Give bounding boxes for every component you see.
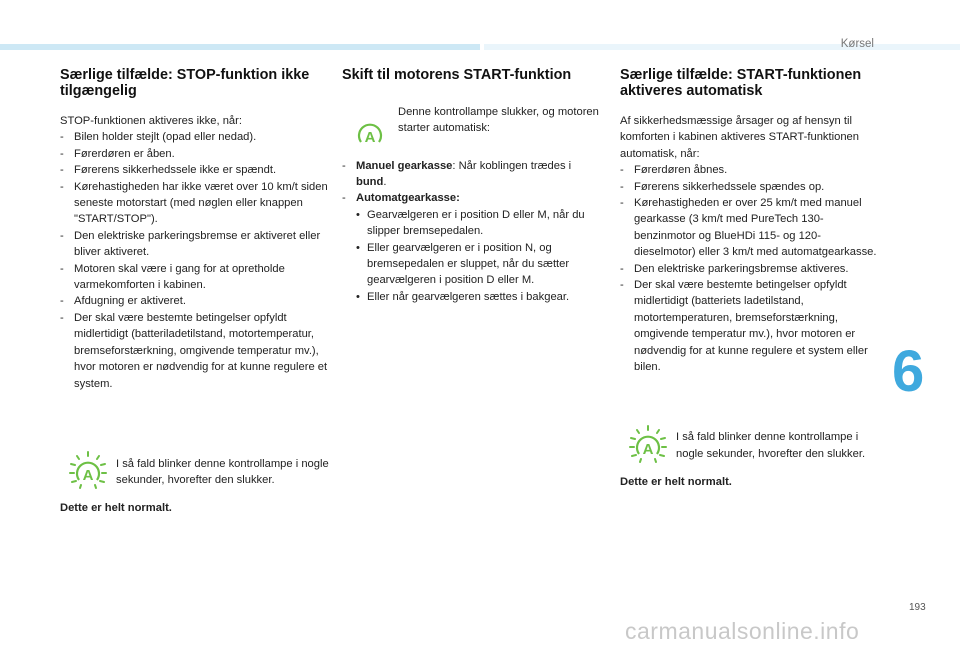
col1-intro: STOP-funktionen aktiveres ikke, når: (60, 115, 242, 127)
page-number: 193 (909, 602, 926, 613)
col3-title: Særlige tilfælde: START-funktionen aktiveres automatisk (620, 67, 862, 99)
stop-start-lamp-icon (342, 104, 398, 152)
col1-lamp-text: I så fald blinker denne kontrollampe i nogle sekunder, hvorefter den slukker. (116, 457, 329, 486)
chapter-number: 6 (892, 339, 925, 404)
col3-intro: Af sikkerhedsmæssige årsager og af hensyn til komforten i kabinen aktiveres START-funktionen automatisk, når: (620, 115, 859, 160)
sub-list-item: • Eller når gearvælgeren sættes i bakgear. (356, 290, 570, 303)
header-bar (0, 44, 480, 50)
list-item: - Den elektriske parkeringsbremse aktiveres. (620, 262, 849, 275)
column-start-function (342, 68, 604, 305)
svg-text:A: A (82, 466, 94, 484)
sub-list-item: • Gearvælgeren er i position D eller M, når du slipper bremsepedalen. (356, 208, 585, 238)
col1-title: Særlige tilfælde: STOP-funktion ikke tilgængelig (60, 67, 310, 99)
watermark: carmanualsonline.info (625, 618, 860, 644)
header-bar-right (484, 44, 960, 50)
stop-start-blinking-lamp-icon (620, 422, 676, 470)
list-item: - Bilen holder stejlt (opad eller nedad). (60, 131, 257, 144)
stop-start-blinking-lamp-icon (60, 448, 116, 496)
list-item: - Førerens sikkerhedssele ikke er spændt. (60, 164, 277, 177)
warning-lamp-note (620, 422, 882, 470)
col3-lamp-text: I så fald blinker denne kontrollampe i nogle sekunder, hvorefter den slukker. (676, 431, 866, 460)
sub-list-item: • Eller gearvælgeren er i position N, og bremsepedalen er sluppet, når du sætter gearvælgeren i position D eller M. (356, 241, 570, 287)
list-item: - Kørehastigheden er over 25 km/t med manuel gearkasse (3 km/t med PureTech 130-benzinmotor og BlueHDi 115- og 120-dieselmotor) eller 3 km/t med automatgearkasse. (620, 197, 877, 259)
column-stop-unavailable (60, 68, 330, 516)
column-start-auto (620, 68, 882, 490)
list-item: - Kørehastigheden har ikke været over 10 km/t siden seneste motorstart (med nøglen eller knappen "START/STOP"). (60, 180, 328, 226)
list-item: - Der skal være bestemte betingelser opfyldt midlertidigt (batteriets ladetilstand, motortemperaturen, bremseforstærkning, omgivende temperatur mv.), hvor motoren er nødvendig for at kunne regulere et system eller bilen. (620, 279, 868, 374)
col1-normal-note: Dette er helt normalt. (60, 501, 172, 514)
list-item: - Førerdøren er åben. (60, 147, 175, 160)
list-item: - Afdugning er aktiveret. (60, 295, 186, 308)
section-title: Kørsel (840, 38, 874, 50)
list-item: - Motoren skal være i gang for at opretholde varmekomforten i kabinen. (60, 262, 285, 292)
col3-normal-note: Dette er helt normalt. (620, 475, 732, 488)
svg-text:A: A (364, 128, 376, 146)
list-item: - Den elektriske parkeringsbremse er aktiveret eller bliver aktiveret. (60, 229, 321, 259)
svg-text:A: A (642, 440, 654, 458)
start-lamp-note (342, 104, 604, 152)
col2-title: Skift til motorens START-funktion (342, 67, 572, 83)
warning-lamp-note (60, 448, 330, 496)
list-item: - Manuel gearkasse: Når koblingen trædes i bund. (342, 159, 572, 188)
list-item: - Automatgearkasse: (342, 192, 460, 205)
col2-lamp-text: Denne kontrollampe slukker, og motoren starter automatisk: (398, 105, 599, 134)
list-item: - Der skal være bestemte betingelser opfyldt midlertidigt (batteriladetilstand, motortemperatur, bremseforstærkning, omgivende temperatur mv.), hvor motoren er nødvendig for at kunne regulere et system. (60, 311, 328, 390)
list-item: - Førerens sikkerhedssele spændes op. (620, 180, 825, 193)
list-item: - Førerdøren åbnes. (620, 164, 728, 177)
